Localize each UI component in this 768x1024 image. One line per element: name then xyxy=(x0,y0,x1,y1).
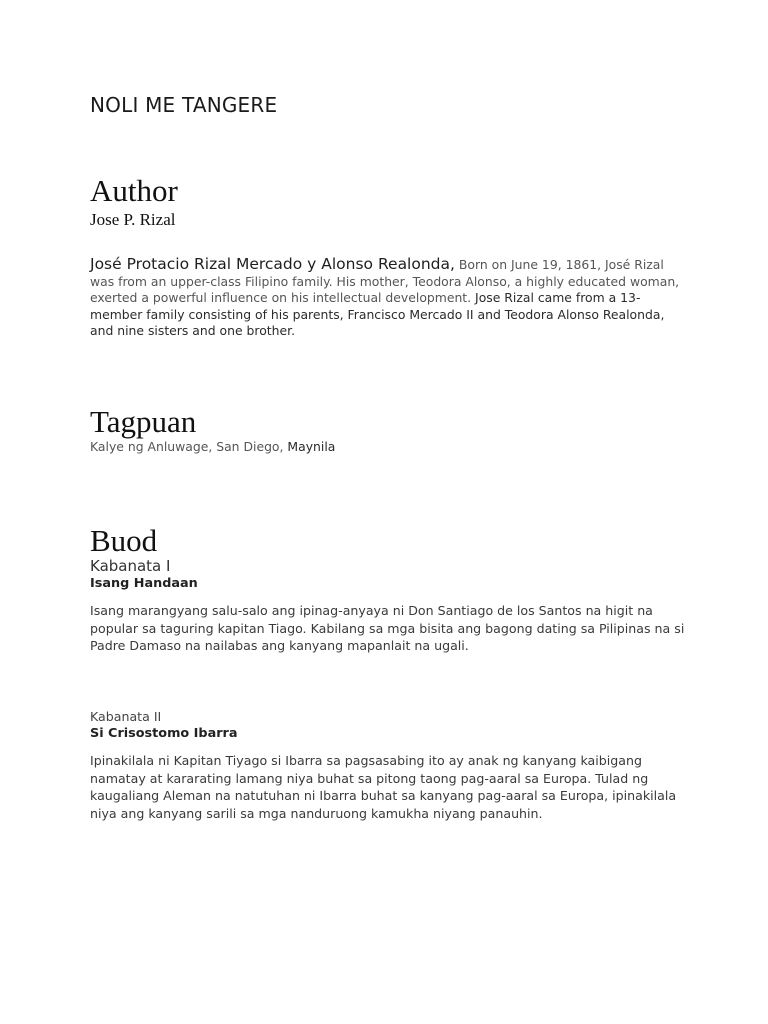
chapter-1-label: Kabanata I xyxy=(90,557,171,575)
author-bio xyxy=(90,256,690,340)
author-heading: Author xyxy=(90,173,178,208)
chapter-1-text: Isang marangyang salu-salo ang ipinag-anyaya ni Don Santiago de los Santos na higit na popular sa taguring kapitan Tiago. Kabilang sa mga bisita ang bagong dating sa Pilipinas na si Padre Damaso na nailabas ang kanyang mapanlait na ugali. xyxy=(90,603,685,653)
author-bio-text-1: Born on June 19, 1861, José Rizal was from an upper-class Filipino family. His mother, Teodora Alonso, a highly educated woman, exerted a powerful influence on his intellectual development. xyxy=(90,257,680,305)
author-name: Jose P. Rizal xyxy=(90,210,176,229)
tagpuan-place xyxy=(90,439,335,456)
chapter-1-title: Isang Handaan xyxy=(90,576,198,591)
tagpuan-city: Maynila xyxy=(287,439,336,454)
document-title: NOLI ME TANGERE xyxy=(90,93,278,117)
chapter-2-text: Ipinakilala ni Kapitan Tiyago si Ibarra sa pagsasabing ito ay anak ng kanyang kaibigang namatay at kararating lamang niya buhat sa pitong taong pag-aaral sa Europa. Tulad ng kaugaliang Aleman na natutuhan ni Ibarra buhat sa kanyang pag-aaral sa Europa, ipinakilala niya ang kanyang sarili sa mga nanduruong kamukha niyang panauhin. xyxy=(90,753,677,821)
chapter-2-title: Si Crisostomo Ibarra xyxy=(90,726,238,741)
tagpuan-place-text: Kalye ng Anluwage, San Diego, xyxy=(90,439,288,454)
tagpuan-heading: Tagpuan xyxy=(90,404,197,439)
author-full-name: José Protacio Rizal Mercado y Alonso Realonda, xyxy=(90,255,455,273)
author-bio-text-2: Jose Rizal came from a 13-member family consisting of his parents, Francisco Mercado II and Teodora Alonso Realonda, and nine sisters and one brother. xyxy=(90,290,665,338)
buod-heading: Buod xyxy=(90,523,158,558)
chapter-2-label: Kabanata II xyxy=(90,709,162,724)
